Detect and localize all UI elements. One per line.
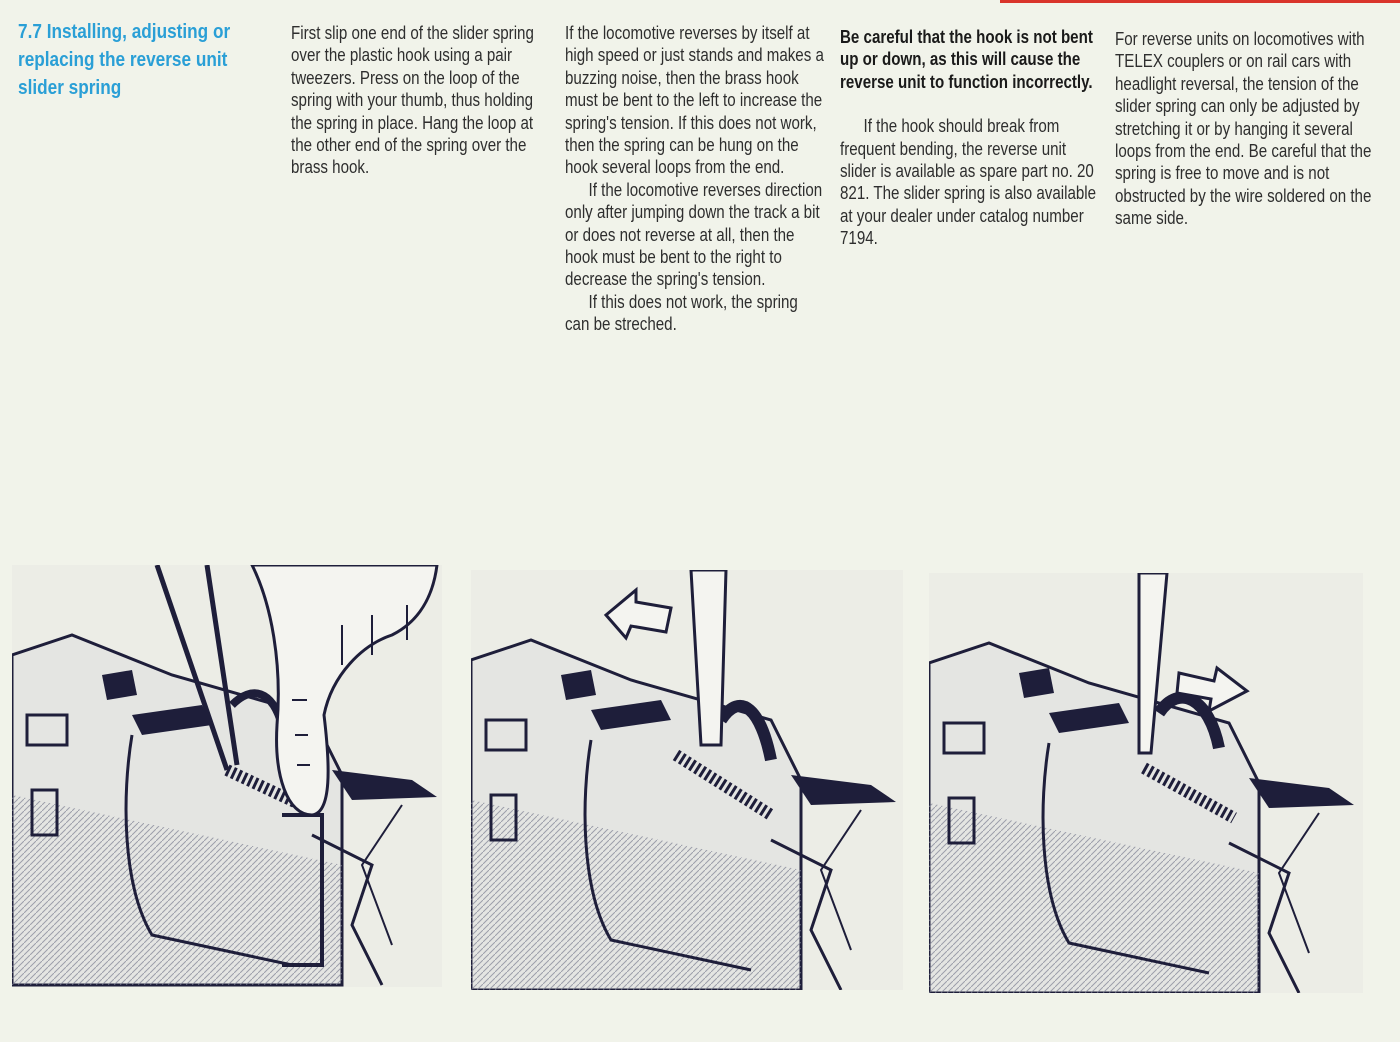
tension-paragraph-3: If this does not work, the spring can be streched. bbox=[565, 291, 798, 335]
warning-paragraph: Be careful that the hook is not bent up or down, as this will cause the reverse unit to function incorrectly. bbox=[840, 27, 1093, 92]
tension-paragraph-1: If the locomotive reverses by itself at high speed or just stands and makes a buzzing noise, then the brass hook must be bent to the left to increase the spring's tension. If this does not work, then the spring can be hung on the hook several loops from the end. bbox=[565, 23, 824, 178]
tension-paragraph-2: If the locomotive reverses direction only after jumping down the track a bit or does not reverse at all, then the hook must be bent to the right to decrease the spring's tension. bbox=[565, 179, 823, 290]
reverse-unit-drawing-2 bbox=[471, 570, 903, 990]
instruction-paragraph: First slip one end of the slider spring over the plastic hook using a pair tweezers. Press on the loop of the spring with your thumb, thus holding the spring in place. Hang the loop at the other end of the spring over the brass hook. bbox=[291, 23, 534, 178]
text-column-1 bbox=[291, 22, 555, 179]
text-column-2 bbox=[565, 22, 823, 336]
section-heading: 7.7 Installing, adjusting or replacing the reverse unit slider spring bbox=[18, 21, 231, 99]
spare-part-paragraph: If the hook should break from frequent bending, the reverse unit slider is available as spare part no. 20 821. The slider spring is also available at your dealer under catalog number 7194. bbox=[840, 116, 1097, 249]
illustration-bend-right bbox=[929, 573, 1363, 993]
text-column-4 bbox=[1115, 28, 1385, 230]
reverse-unit-drawing-3 bbox=[929, 573, 1363, 993]
top-accent-rule bbox=[1000, 0, 1400, 3]
text-column-3 bbox=[840, 26, 1102, 250]
illustration-thumb-press bbox=[12, 565, 442, 987]
illustration-bend-left bbox=[471, 570, 903, 990]
reverse-unit-drawing-1 bbox=[12, 565, 442, 987]
telex-paragraph: For reverse units on locomotives with TELEX couplers or on rail cars with headlight reversal, the tension of the slider spring can only be adjusted by stretching it or by hanging it several loops from the end. Be careful that the spring is free to move and is not obstructed by the wire soldered on the same side. bbox=[1115, 29, 1372, 229]
